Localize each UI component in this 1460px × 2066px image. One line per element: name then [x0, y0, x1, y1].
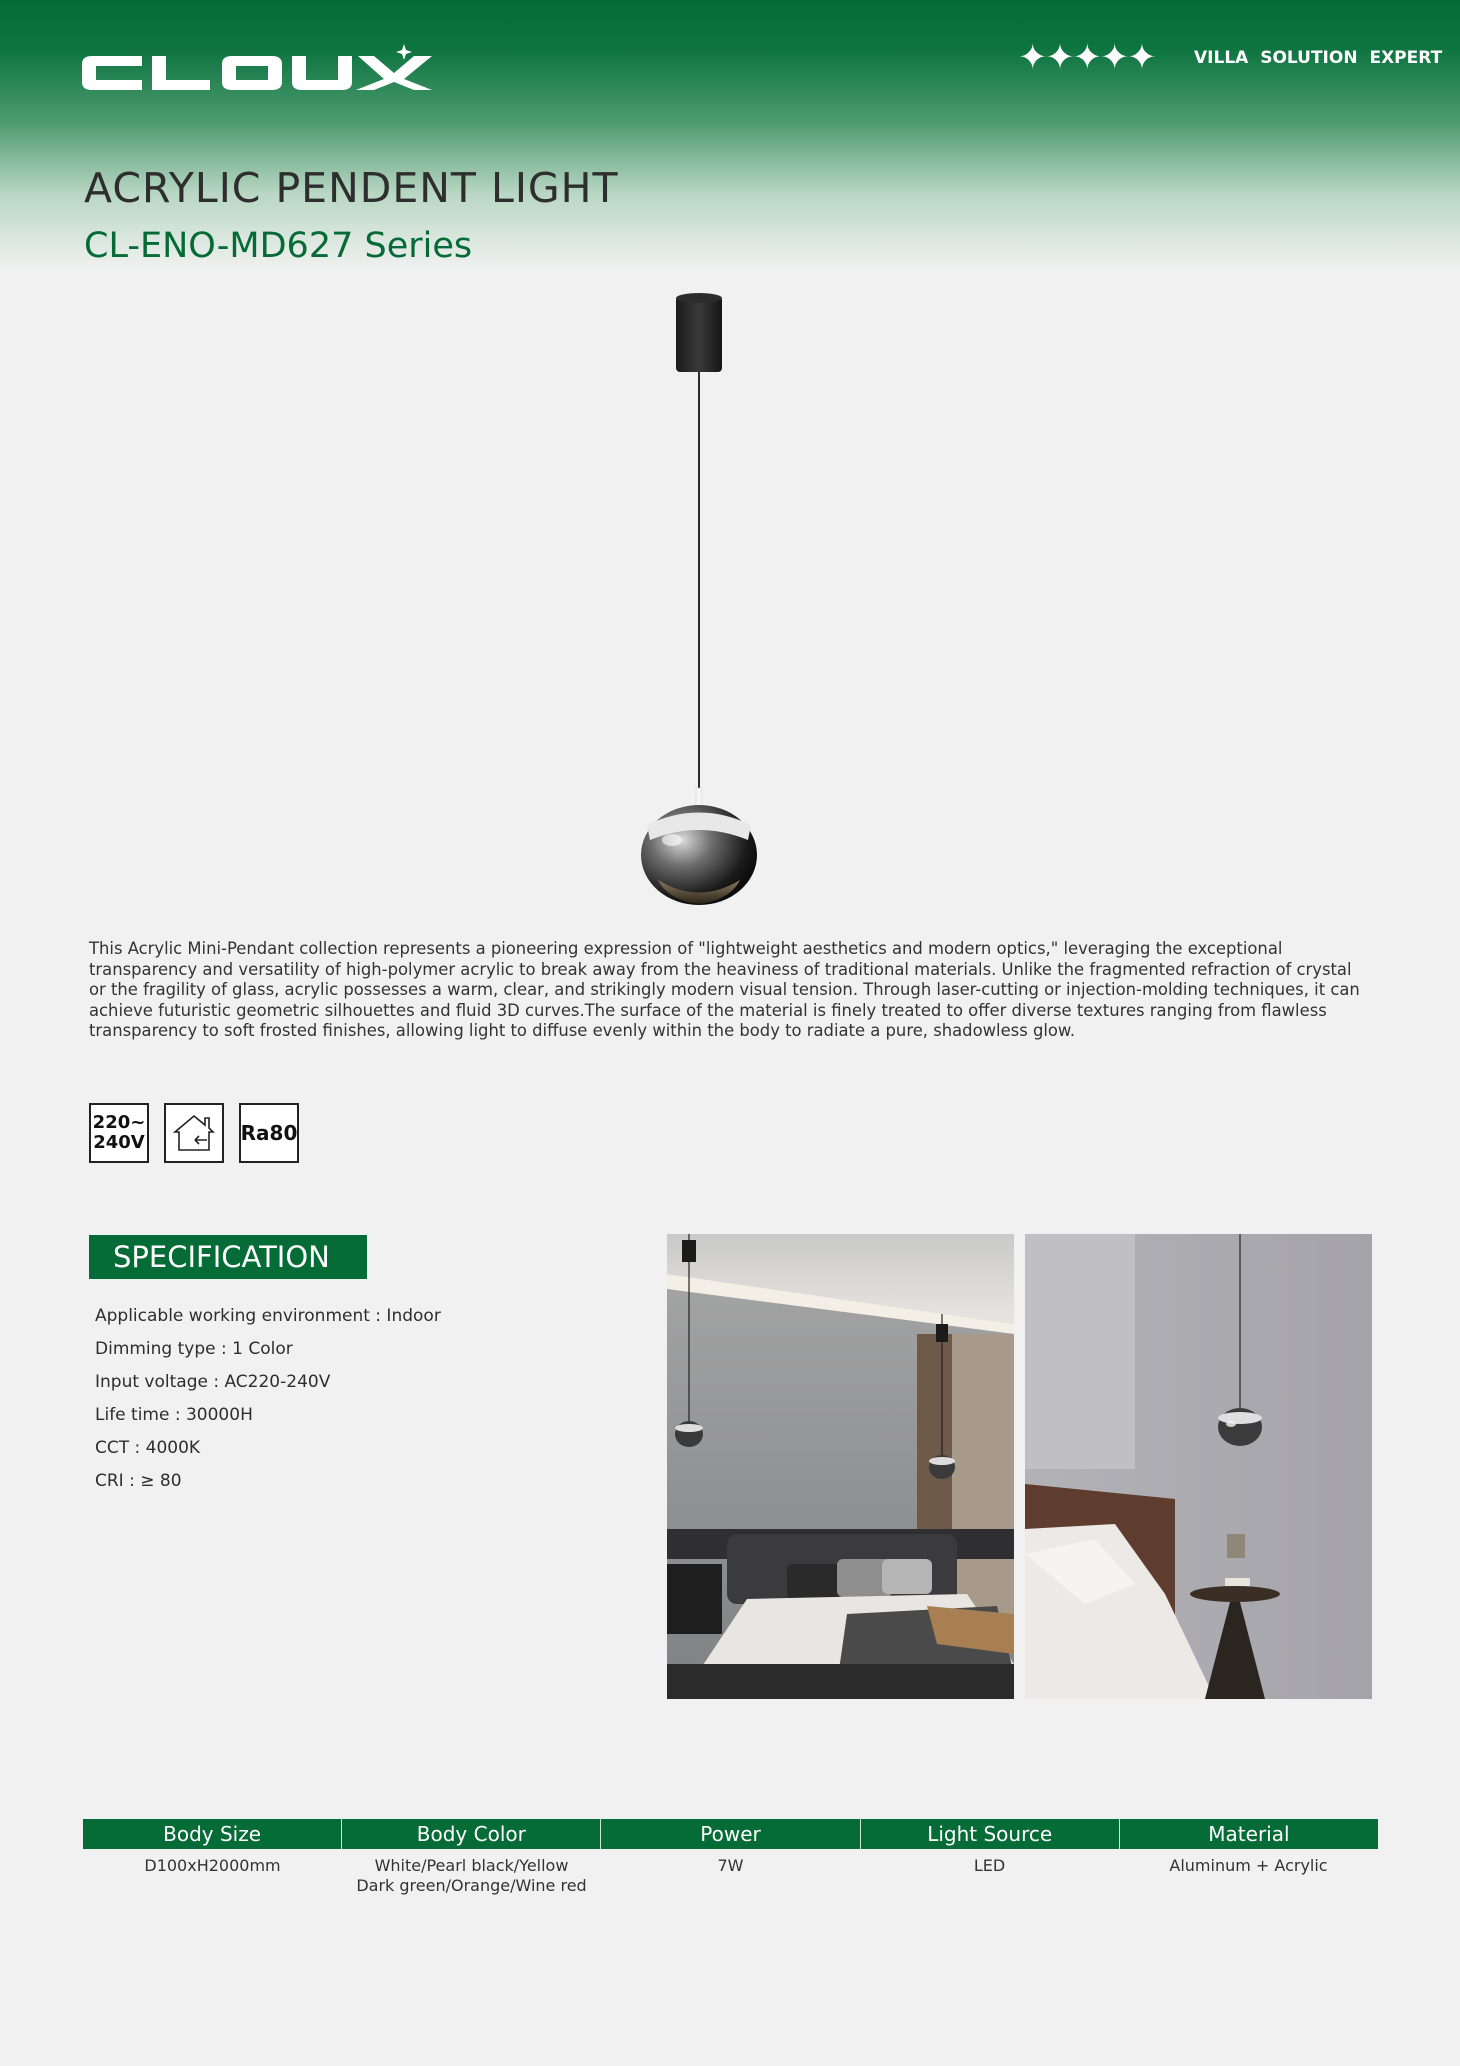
header-body-color: Body Color: [342, 1819, 601, 1849]
rating-stars: ✦✦✦✦✦: [1018, 38, 1155, 78]
header-body-size: Body Size: [83, 1819, 342, 1849]
voltage-line-2: 240V: [93, 1132, 145, 1153]
voltage-line-1: 220~: [92, 1112, 146, 1133]
cell-material: Aluminum + Acrylic: [1169, 1856, 1328, 1875]
pendant-lamp-image: [600, 280, 800, 920]
body-color-line-1: White/Pearl black/Yellow: [374, 1856, 569, 1875]
specification-heading: SPECIFICATION: [89, 1235, 367, 1279]
page-title: ACRYLIC PENDENT LIGHT: [84, 164, 619, 212]
tagline: VILLA SOLUTION EXPERT: [1194, 48, 1443, 68]
bedroom-photo-closeup: [1025, 1234, 1372, 1699]
spec-item-cri: CRI : ≥ 80: [95, 1471, 182, 1491]
voltage-badge: [89, 1103, 149, 1163]
spec-item-lifetime: Life time : 30000H: [95, 1405, 253, 1425]
cloux-logo: [82, 42, 438, 102]
cell-body-color: [342, 1856, 601, 1896]
cell-body-size: D100xH2000mm: [144, 1856, 281, 1875]
bedroom-photo-wide: [667, 1234, 1014, 1699]
spec-item-cct: CCT : 4000K: [95, 1438, 201, 1458]
spec-item-dimming: Dimming type : 1 Color: [95, 1339, 293, 1359]
product-description: This Acrylic Mini-Pendant collection represents a pioneering expression of "lightweight aesthetics and modern optics," leveraging the exceptional transparency and versatility of high-polymer acrylic to break away from the heaviness of traditional materials. Unlike the fragmented refraction of crystal or the fragility of glass, acrylic possesses a warm, clear, and strikingly modern visual tension. Through laser-cutting or injection-molding techniques, it can achieve futuristic geometric silhouettes and fluid 3D curves.The surface of the material is finely treated to offer diverse textures ranging from flawless transparency to soft frosted finishes, allowing light to diffuse evenly within the body to radiate a pure, shadowless glow.: [89, 939, 1360, 1041]
series-name: CL-ENO-MD627 Series: [84, 226, 473, 266]
spec-item-voltage: Input voltage : AC220-240V: [95, 1372, 331, 1392]
header-material: Material: [1208, 1822, 1290, 1846]
cell-power: 7W: [717, 1856, 744, 1875]
header-light-source: Light Source: [861, 1819, 1120, 1849]
spec-table-header: [83, 1819, 1378, 1849]
cri-badge: Ra80: [239, 1103, 299, 1163]
spec-item-environment: Applicable working environment : Indoor: [95, 1306, 441, 1326]
house-icon: [171, 1112, 217, 1154]
table-row: [83, 1856, 1378, 1896]
body-color-line-2: Dark green/Orange/Wine red: [356, 1876, 587, 1895]
indoor-badge: [164, 1103, 224, 1163]
cell-light-source: LED: [973, 1856, 1006, 1875]
header-power: Power: [601, 1819, 860, 1849]
specification-list: [95, 1300, 441, 1498]
